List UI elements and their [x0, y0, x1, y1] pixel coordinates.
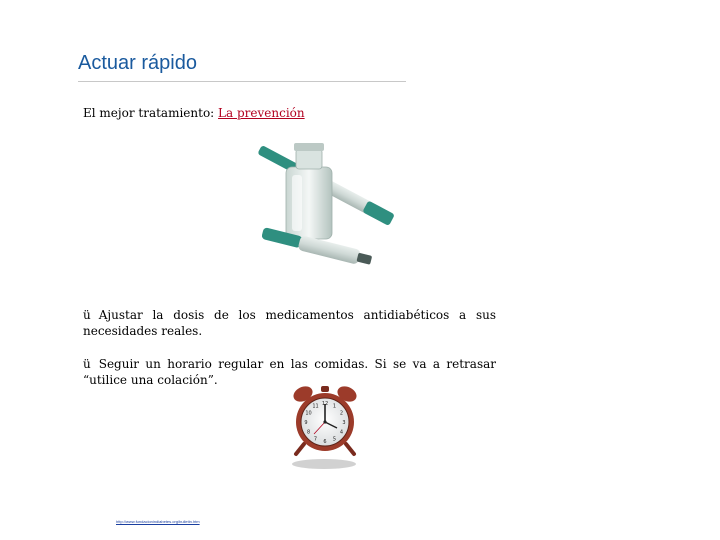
- bullet-dose-text: Ajustar la dosis de los medicamentos antidiabéticos a sus necesidades reales.: [83, 308, 496, 338]
- clock-numeral: 2: [339, 410, 344, 417]
- clock-numeral: 4: [339, 429, 344, 436]
- clock-numeral: 12: [321, 400, 329, 407]
- clock-numeral: 3: [342, 419, 346, 426]
- alarm-clock-image: [286, 384, 366, 474]
- subtitle: [83, 106, 305, 120]
- bullet-dose: [83, 307, 496, 339]
- check-icon: ü: [83, 357, 91, 371]
- title-divider: [78, 81, 406, 82]
- insulin-pens-image: [252, 135, 422, 285]
- clock-numeral: 8: [306, 429, 311, 436]
- slide-title: Actuar rápido: [78, 52, 197, 74]
- clock-numeral: 10: [305, 410, 312, 417]
- subtitle-accent: La prevención: [218, 106, 305, 120]
- source-link[interactable]: http://www.fundacionindiabetes.org/bulletin.htm: [116, 519, 200, 524]
- clock-numeral: 9: [304, 419, 308, 426]
- clock-numeral: 5: [332, 436, 337, 443]
- clock-numeral: 1: [332, 403, 337, 410]
- bullet-schedule-text: Seguir un horario regular en las comidas. Si se va a retrasar “utilice una colación”.: [83, 357, 496, 387]
- subtitle-prefix: El mejor tratamiento:: [83, 106, 215, 120]
- clock-numeral: 7: [313, 436, 318, 443]
- check-icon: ü: [83, 308, 91, 322]
- clock-numeral: 11: [312, 403, 319, 410]
- clock-numeral: 6: [323, 438, 327, 445]
